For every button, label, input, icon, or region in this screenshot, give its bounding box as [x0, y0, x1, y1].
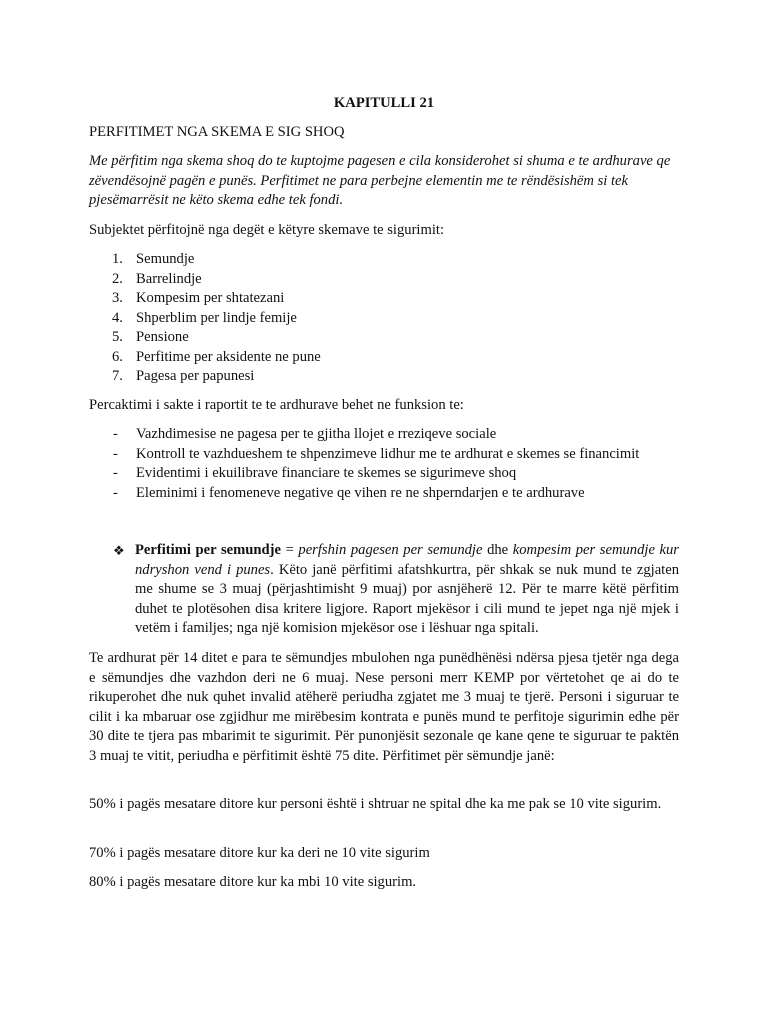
list-item-number: 2. — [112, 270, 123, 287]
list-item-number: 6. — [112, 348, 123, 365]
income-paragraph: Te ardhurat për 14 ditet e para te sëmundjes mbulohen nga punëdhënësi ndërsa pjesa tjetër nga dega e sëmundjes dhe vazhdon deri ne 6 muaj. Nese personi merr KEMP por vërtetohet qe ai do te rikuperohet dhe nuk quhet invalid atëherë periudha zgjatet me 3 muaj te tjerë. Personi i siguruar te cilit i ka mbaruar ose zgjidhur me mirëbesim kontrata e punës mund te perfitoje sigurimin edhe për 30 dite te tjera pas mbarimit te sigurimit. Për punonjësit sezonale qe kane qene te siguruar te paktën 3 muaj te vitit, periudha e përfitimit është 75 dite. Përfitimet për sëmundje janë: — [89, 650, 679, 764]
diamond-bullet-icon: ❖ — [113, 543, 125, 558]
list-item — [89, 348, 679, 368]
chapter-title: KAPITULLI 21 — [333, 95, 435, 111]
list-item-number: 5. — [112, 329, 123, 345]
list-item-number: 1. — [112, 251, 123, 267]
sickness-benefit-bullet — [113, 541, 679, 639]
list-item — [89, 250, 679, 270]
benefit-description: . Këto janë përfitimi afatshkurtra, për shkak se nuk mund te zgjaten me shume se 3 muaj (përjashtimisht 9 muaj) por asnjëherë 12. Për te marre këtë përfitim duhet te plotësohen disa kritere ligjore. Raport mjekësor i cili mund te jepet nga një mjek i vetëm i familjes; nga një komision mjekësor ose i lëshuar nga spitali. — [135, 561, 680, 636]
list-item — [89, 445, 679, 465]
list-item-text: Barrelindje — [136, 270, 202, 287]
intro-paragraph: Me përfitim nga skema shoq do te kuptojme pagesen e cila konsiderohet si shuma e te ardhurave qe zëvendësojnë pagën e punës. Perfitimet ne para perbejne elementin me te rëndësishëm si tek pjesëmarrësit ne këto skema edhe tek fondi. — [89, 153, 671, 208]
list-item-text: Perfitime per aksidente ne pune — [136, 348, 321, 365]
dash-marker: - — [113, 445, 118, 462]
list-item — [89, 309, 679, 329]
benefit-definition-1: perfshin pagesen per semundje — [298, 542, 483, 558]
list-item-text: Eleminimi i fenomeneve negative qe vihen re ne shperndarjen e te ardhurave — [136, 484, 585, 501]
list-item-text: Evidentimi i ekuilibrave financiare te skemes se sigurimeve shoq — [136, 465, 517, 481]
rate-50-paragraph: 50% i pagës mesatare ditore kur personi është i shtruar ne spital dhe ka me pak se 10 vite sigurim. — [89, 796, 662, 812]
list-item — [89, 328, 679, 348]
rate-80-paragraph: 80% i pagës mesatare ditore kur ka mbi 10 vite sigurim. — [89, 874, 417, 890]
list-item — [89, 289, 679, 309]
list-item-text: Pagesa per papunesi — [136, 368, 255, 384]
list-item — [89, 464, 679, 484]
conjunction: dhe — [482, 542, 513, 558]
subjects-intro: Subjektet përfitojnë nga degët e këtyre skemave te sigurimit: — [89, 222, 445, 238]
list-item-text: Pensione — [136, 329, 189, 345]
dash-marker: - — [113, 465, 118, 481]
list-item-text: Shperblim per lindje femije — [136, 309, 297, 326]
list-item-number: 7. — [112, 368, 123, 384]
list-item-text: Kontroll te vazhdueshem te shpenzimeve lidhur me te ardhurat e skemes se financimit — [136, 445, 640, 462]
ratio-list — [89, 425, 679, 503]
dash-marker: - — [113, 484, 118, 501]
subjects-list — [89, 250, 679, 387]
list-item — [89, 270, 679, 290]
list-item — [89, 367, 679, 387]
list-item — [89, 425, 679, 445]
section-heading: PERFITIMET NGA SKEMA E SIG SHOQ — [89, 124, 345, 140]
list-item-number: 4. — [112, 309, 123, 326]
list-item — [89, 484, 679, 504]
list-item-number: 3. — [112, 290, 123, 306]
list-item-text: Semundje — [136, 251, 195, 267]
benefit-definition-2: kompesim per semundje kur ndryshon vend i punes — [135, 542, 679, 578]
list-item-text: Vazhdimesise ne pagesa per te gjitha llojet e rreziqeve sociale — [136, 426, 497, 442]
list-item-text: Kompesim per shtatezani — [136, 290, 285, 306]
benefit-term: Perfitimi per semundje — [135, 542, 281, 558]
ratio-intro: Percaktimi i sakte i raportit te te ardhurave behet ne funksion te: — [89, 397, 464, 413]
equals-sign: = — [280, 542, 299, 558]
dash-marker: - — [113, 426, 118, 442]
rate-70-paragraph: 70% i pagës mesatare ditore kur ka deri ne 10 vite sigurim — [89, 845, 430, 861]
